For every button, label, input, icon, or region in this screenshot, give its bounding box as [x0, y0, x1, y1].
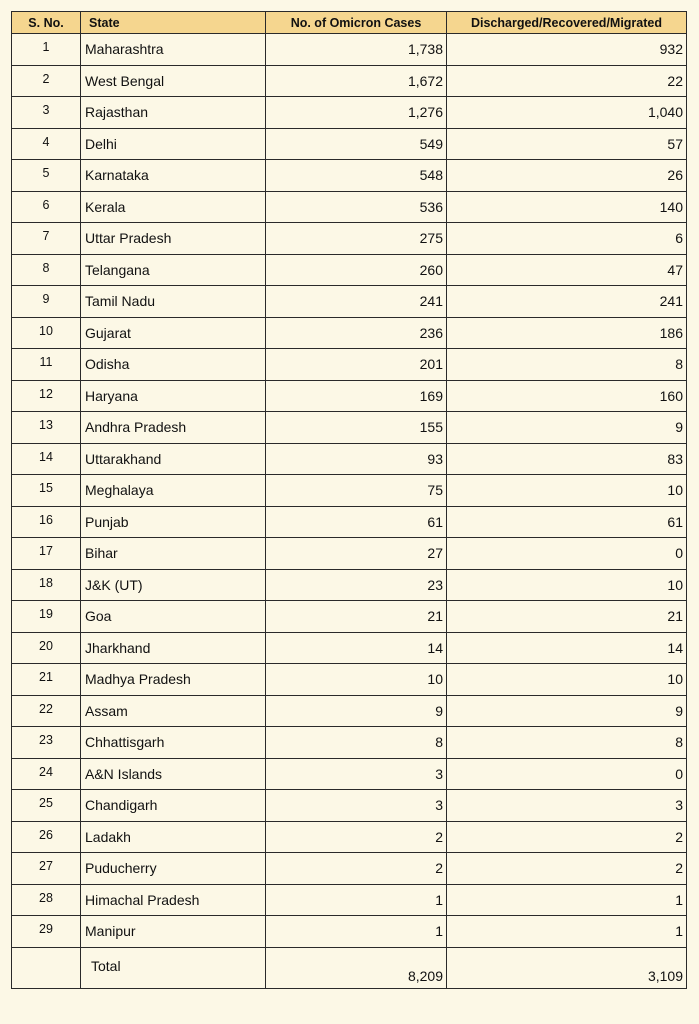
total-recovered: 3,109	[447, 947, 687, 988]
row-cases-cell: 27	[266, 538, 447, 570]
row-recovered-cell: 186	[447, 317, 687, 349]
table-row	[12, 34, 687, 66]
table-row	[12, 664, 687, 696]
row-sno-cell: 21	[12, 664, 81, 696]
row-recovered-cell: 9	[447, 695, 687, 727]
row-sno-cell: 26	[12, 821, 81, 853]
row-state-cell: Telangana	[81, 254, 266, 286]
row-cases-cell: 93	[266, 443, 447, 475]
row-sno-cell: 16	[12, 506, 81, 538]
table-row	[12, 758, 687, 790]
row-state-cell: Ladakh	[81, 821, 266, 853]
table-row	[12, 727, 687, 759]
row-cases-cell: 1	[266, 884, 447, 916]
row-cases-cell: 23	[266, 569, 447, 601]
row-cases-cell: 536	[266, 191, 447, 223]
row-sno-cell: 5	[12, 160, 81, 192]
row-recovered-cell: 1	[447, 884, 687, 916]
row-state-cell: Madhya Pradesh	[81, 664, 266, 696]
row-sno-cell: 19	[12, 601, 81, 633]
row-state-cell: Manipur	[81, 916, 266, 948]
row-sno-cell: 6	[12, 191, 81, 223]
row-cases-cell: 10	[266, 664, 447, 696]
row-sno-cell: 27	[12, 853, 81, 885]
table-row	[12, 821, 687, 853]
row-sno-cell: 1	[12, 34, 81, 66]
row-recovered-cell: 2	[447, 821, 687, 853]
row-state-cell: Punjab	[81, 506, 266, 538]
table-body	[12, 34, 687, 989]
total-row	[12, 947, 687, 988]
total-label: Total	[81, 947, 266, 988]
table-row	[12, 569, 687, 601]
row-cases-cell: 9	[266, 695, 447, 727]
row-cases-cell: 169	[266, 380, 447, 412]
row-cases-cell: 260	[266, 254, 447, 286]
row-cases-cell: 21	[266, 601, 447, 633]
row-cases-cell: 155	[266, 412, 447, 444]
row-sno-cell: 8	[12, 254, 81, 286]
table-row	[12, 349, 687, 381]
row-state-cell: Delhi	[81, 128, 266, 160]
row-sno-cell: 20	[12, 632, 81, 664]
row-state-cell: Chhattisgarh	[81, 727, 266, 759]
table-row	[12, 65, 687, 97]
row-state-cell: Tamil Nadu	[81, 286, 266, 318]
row-cases-cell: 61	[266, 506, 447, 538]
table-row	[12, 443, 687, 475]
header-recovered: Discharged/Recovered/Migrated	[447, 12, 687, 34]
row-cases-cell: 75	[266, 475, 447, 507]
row-state-cell: Meghalaya	[81, 475, 266, 507]
row-cases-cell: 1,738	[266, 34, 447, 66]
row-state-cell: Karnataka	[81, 160, 266, 192]
table-row	[12, 412, 687, 444]
row-recovered-cell: 8	[447, 349, 687, 381]
row-recovered-cell: 1,040	[447, 97, 687, 129]
table-row	[12, 790, 687, 822]
row-sno-cell: 24	[12, 758, 81, 790]
total-cases: 8,209	[266, 947, 447, 988]
table-row	[12, 317, 687, 349]
header-cases: No. of Omicron Cases	[266, 12, 447, 34]
row-state-cell: Jharkhand	[81, 632, 266, 664]
row-state-cell: Assam	[81, 695, 266, 727]
row-cases-cell: 3	[266, 790, 447, 822]
row-recovered-cell: 3	[447, 790, 687, 822]
row-recovered-cell: 9	[447, 412, 687, 444]
row-cases-cell: 1	[266, 916, 447, 948]
omicron-table-container	[11, 11, 687, 989]
table-row	[12, 695, 687, 727]
row-recovered-cell: 0	[447, 538, 687, 570]
row-sno-cell: 10	[12, 317, 81, 349]
row-state-cell: Chandigarh	[81, 790, 266, 822]
row-cases-cell: 548	[266, 160, 447, 192]
row-sno-cell: 15	[12, 475, 81, 507]
row-recovered-cell: 57	[447, 128, 687, 160]
row-recovered-cell: 47	[447, 254, 687, 286]
table-row	[12, 380, 687, 412]
table-row	[12, 191, 687, 223]
table-row	[12, 254, 687, 286]
row-sno-cell: 25	[12, 790, 81, 822]
row-recovered-cell: 1	[447, 916, 687, 948]
row-cases-cell: 14	[266, 632, 447, 664]
table-row	[12, 853, 687, 885]
row-recovered-cell: 0	[447, 758, 687, 790]
row-recovered-cell: 10	[447, 664, 687, 696]
table-header-row	[12, 12, 687, 34]
table-row	[12, 506, 687, 538]
row-sno-cell: 29	[12, 916, 81, 948]
row-recovered-cell: 140	[447, 191, 687, 223]
row-recovered-cell: 932	[447, 34, 687, 66]
row-sno-cell: 22	[12, 695, 81, 727]
row-sno-cell: 28	[12, 884, 81, 916]
row-sno-cell: 11	[12, 349, 81, 381]
row-cases-cell: 549	[266, 128, 447, 160]
row-cases-cell: 1,276	[266, 97, 447, 129]
row-recovered-cell: 2	[447, 853, 687, 885]
row-cases-cell: 201	[266, 349, 447, 381]
row-state-cell: Haryana	[81, 380, 266, 412]
row-state-cell: Odisha	[81, 349, 266, 381]
table-row	[12, 160, 687, 192]
row-cases-cell: 275	[266, 223, 447, 255]
row-cases-cell: 241	[266, 286, 447, 318]
table-row	[12, 538, 687, 570]
row-sno-cell: 18	[12, 569, 81, 601]
row-cases-cell: 8	[266, 727, 447, 759]
header-state: State	[81, 12, 266, 34]
row-state-cell: Uttar Pradesh	[81, 223, 266, 255]
row-state-cell: Bihar	[81, 538, 266, 570]
row-state-cell: Kerala	[81, 191, 266, 223]
table-row	[12, 128, 687, 160]
row-state-cell: Uttarakhand	[81, 443, 266, 475]
table-row	[12, 286, 687, 318]
row-recovered-cell: 10	[447, 569, 687, 601]
row-cases-cell: 2	[266, 853, 447, 885]
row-state-cell: A&N Islands	[81, 758, 266, 790]
row-cases-cell: 2	[266, 821, 447, 853]
table-row	[12, 916, 687, 948]
row-recovered-cell: 241	[447, 286, 687, 318]
row-recovered-cell: 8	[447, 727, 687, 759]
table-row	[12, 632, 687, 664]
row-cases-cell: 3	[266, 758, 447, 790]
row-recovered-cell: 26	[447, 160, 687, 192]
table-row	[12, 601, 687, 633]
table-row	[12, 884, 687, 916]
table-row	[12, 97, 687, 129]
header-sno: S. No.	[12, 12, 81, 34]
row-sno-cell: 12	[12, 380, 81, 412]
row-state-cell: Puducherry	[81, 853, 266, 885]
row-recovered-cell: 83	[447, 443, 687, 475]
row-state-cell: Rajasthan	[81, 97, 266, 129]
row-recovered-cell: 14	[447, 632, 687, 664]
row-state-cell: Andhra Pradesh	[81, 412, 266, 444]
omicron-cases-table	[11, 11, 687, 989]
row-recovered-cell: 61	[447, 506, 687, 538]
row-recovered-cell: 22	[447, 65, 687, 97]
row-recovered-cell: 6	[447, 223, 687, 255]
row-state-cell: Goa	[81, 601, 266, 633]
row-state-cell: West Bengal	[81, 65, 266, 97]
row-sno-cell: 17	[12, 538, 81, 570]
row-recovered-cell: 21	[447, 601, 687, 633]
row-sno-cell: 4	[12, 128, 81, 160]
row-sno-cell: 13	[12, 412, 81, 444]
row-sno-cell: 23	[12, 727, 81, 759]
row-sno-cell: 14	[12, 443, 81, 475]
row-state-cell: Gujarat	[81, 317, 266, 349]
row-sno-cell: 3	[12, 97, 81, 129]
table-row	[12, 223, 687, 255]
row-sno-cell: 2	[12, 65, 81, 97]
row-state-cell: J&K (UT)	[81, 569, 266, 601]
total-sno-cell	[12, 947, 81, 988]
table-row	[12, 475, 687, 507]
row-cases-cell: 236	[266, 317, 447, 349]
row-sno-cell: 7	[12, 223, 81, 255]
row-state-cell: Himachal Pradesh	[81, 884, 266, 916]
row-state-cell: Maharashtra	[81, 34, 266, 66]
row-recovered-cell: 10	[447, 475, 687, 507]
row-cases-cell: 1,672	[266, 65, 447, 97]
row-sno-cell: 9	[12, 286, 81, 318]
row-recovered-cell: 160	[447, 380, 687, 412]
